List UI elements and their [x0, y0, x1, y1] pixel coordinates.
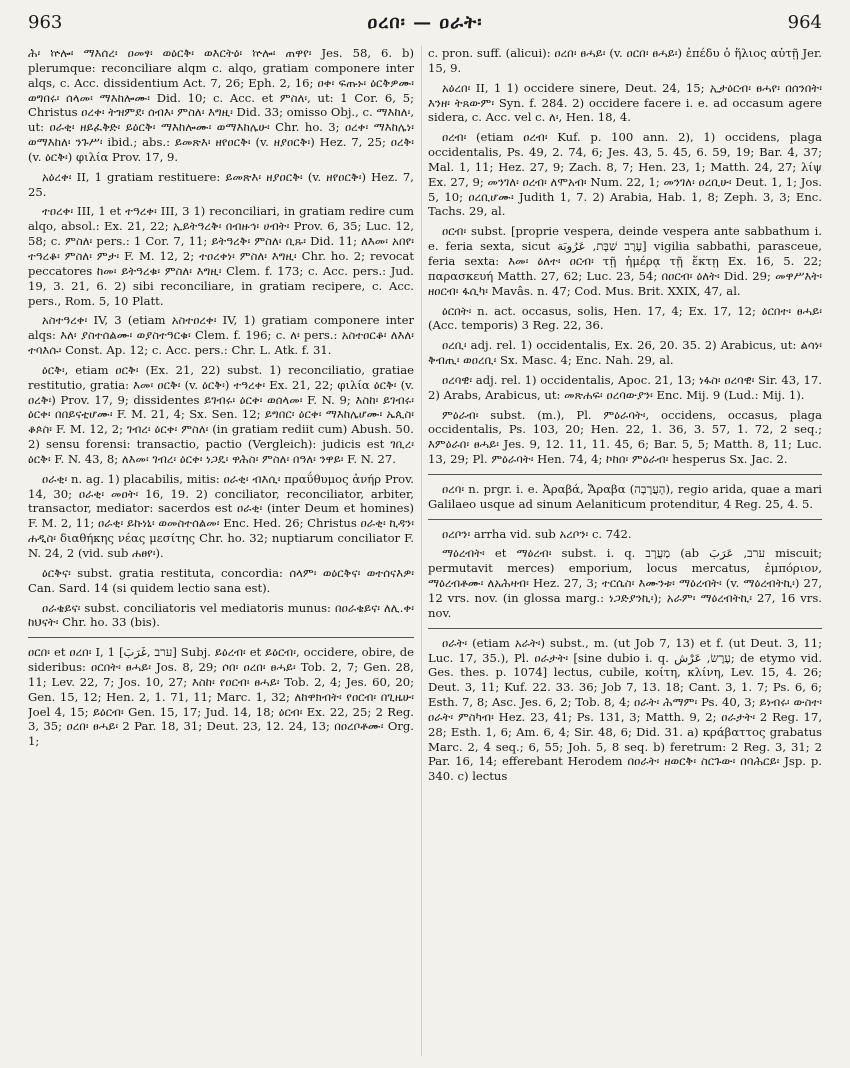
dictionary-entry: ዐረቢ፡ adj. rel. 1) occidentalis, Ex. 26, 20. 35. 2) Arabicus, ut: ልሳነ፡ ቅብጢ፡ ወዐረቢ፡ Sx. Masc. 4; Enc. Nah. 29, al. [428, 338, 822, 368]
dictionary-entry: ዐረብ፡ (etiam ዐረብ፡ Kuf. p. 100 ann. 2), 1) occidens, plaga occidentalis, Ps. 49, 2. 74, 6; Jes. 43, 5. 45, 6. 59, 19; Bar. 4, 37; Mal. 1, 11; Hez. 27, 9; Zach. 8, 7; Hen. 23, 1; Matth. 24, 27; λίψ Ex. 27, 9; መንገለ፡ ዐረብ፡ ለሞአብ፡ Num. 22, 1; መንገለ፡ ዐረቢሁ፡ Deut. 1, 1; Jos. 5, 10; ዐረቢሆሙ፡ Judith 1, 7. 2) Arabia, Hab. 1, 8; Zeph. 3, 3; Enc. Tachs. 29, al. [428, 130, 822, 219]
dictionary-entry: ሕ፡ ኵሎ፡ ማእሰረ፡ ዐመፃ፡ ወዕርቅ፡ ወእርትዕ፡ ኵሎ፡ ጠዋየ፡ Jes. 58, 6. b) plerumque: reconciliare alqm c. alqo, gratiam componere inter alqs, c. Acc. dissidentium Act. 7, 26; Eph. 2, 16; ዐቀ፡ ፍጡኑ፡ ዕርቅዎሙ፡ ወግበሩ፡ ሰላመ፡ ማእከሎሙ፡ Did. 10; c. Acc. et ምስለ፡, ut: 1 Cor. 6, 5; Christus ዐረቀ፡ ትዝምደ፡ ሰብእ፡ ምስለ፡ እግዚ፡ Did. 33; omisso Obj., c. ማእከለ፡, ut: ዐራቂ፡ ዘይፈቅድ፡ ይዕርቅ፡ ማእከሎሙ፡ ወማእከሌሁ፡ Chr. ho. 3; ዐረቀ፡ ማእከሌነ፡ ወማእከለ፡ ንጉሥ፡ ibid.; abs.: ይመጽእ፡ ዘየዐርቅ፡ (v. ዘያዐርቅ፡) Hez. 7, 25; ዐረቅ፡ (v. ዕርቅ፡) φιλία Prov. 17, 9. [28, 46, 414, 164]
dictionary-entry: ዕርቅ፡, etiam ዐርቅ፡ (Ex. 21, 22) subst. 1) reconciliatio, gratiae restitutio, gratia: እመ፡ ዐርቅ፡ (v. ዕርቅ፡) ተዓረቀ፡ Ex. 21, 22; φιλία ዕርቅ፡ (v. ዐረቅ፡) Prov. 17, 9; dissidentes ይገብሩ፡ ዕርቀ፡ ወሰላመ፡ F. N. 9; እስከ፡ ይገብሩ፡ ዕርቀ፡ በበይናቲሆሙ፡ F. M. 21, 4; Sx. Sen. 12; ይግበር፡ ዕርቀ፡ ማእከሌሆሙ፡ ኤጲስ፡ ቆጶስ፡ F. M. 12, 2; ገብረ፡ ዕርቀ፡ ምስለ፡ (in gratiam rediit cum) Abush. 50. 2) sensu forensi: transactio, pactio (Vergleich): judicis est ገቢረ፡ ዕርቅ፡ F. N. 43, 8; ለእመ፡ ገብረ፡ ዕርቀ፡ ነጋዴ፡ ዋሕስ፡ ምስለ፡ በዓለ፡ ንዋይ፡ F. N. 27. [28, 362, 414, 466]
dictionary-entry: ዐርብ፡ subst. [proprie vespera, deinde vespera ante sabbathum i. e. feria sexta, sicut עֶרֶב שַׁבָּת, عَرُوبَة] vigilia sabbathi, parasceue, feria sexta: እመ፡ ዕለተ፡ ዐርብ፡ τῇ ἡμέρᾳ τῇ ἕκτῃ Ex. 16, 5. 22; παρασκευή Matth. 27, 62; Luc. 23, 54; በዐርብ፡ ዕለት፡ Did. 29; መዋሥእት፡ ዘዐርብ፡ ፋሲካ፡ Mavâs. n. 47; Cod. Mus. Brit. XXIX, 47, al. [428, 224, 822, 298]
dictionary-entry: ዐርበ፡ et ዐረበ፡ I, 1 [ערב ,غَرَبَ] Subj. ይዕረብ፡ et ይዕርብ፡, occidere, obire, de sideribus: ዐርበት፡ ፀሓይ፡ Jos. 8, 29; ሶበ፡ ዐረበ፡ ፀሓይ፡ Tob. 2, 7; Gen. 28, 11; Lev. 22, 7; Jos. 10, 27; እስከ፡ የዐርብ፡ ፀሓይ፡ Tob. 2, 4; Jes. 60, 20; Gen. 15, 12; Hen. 2, 1. 71, 11; Marc. 1, 32; ለከዋክብት፡ የዐርብ፡ በጊዜሁ፡ Joel 4, 15; ይዕርብ፡ Gen. 15, 17; Jud. 14, 18; ዕርብ፡ Ex. 22, 25; 2 Reg. 3, 35; ዐረበ፡ ፀሓይ፡ 2 Par. 18, 31; Deut. 23, 12. 24, 13; በዐረቦቶሙ፡ Org. 1; [28, 645, 414, 749]
right-column [428, 46, 822, 1058]
dictionary-entry: ዐራት፡ (etiam አራት፡) subst., m. (ut Job 7, 13) et f. (ut Deut. 3, 11; Luc. 17, 35.), Pl. ዐራታት፡ [sine dubio i. q. עֶרֶשׂ, عَرْش; de etymo vid. Ges. thes. p. 1074] lectus, cubile, κοίτη, κλίνη, Lev. 15, 4. 26; Deut. 3, 11; Kuf. 22. 33. 36; Job 7, 13. 18; Cant. 3, 1. 7; Ps. 6, 6; Esth. 7, 8; Asc. Jes. 6, 2; Tob. 8, 4; ዐራት፡ ሕማም፡ Ps. 40, 3; ይነብሩ፡ ውስተ፡ ዐራት፡ ምስካብ፡ Hez. 23, 41; Ps. 131, 3; Matth. 9, 2; ዐራታት፡ 2 Reg. 17, 28; Esth. 1, 6; Am. 6, 4; Sir. 48, 6; Did. 31. a) κράβαττος grabatus Marc. 2, 4 seq.; 6, 55; Joh. 5, 8 seq. b) feretrum: 2 Reg. 3, 31; 2 Par. 16, 14; efferebant Herodem በዐራት፡ ዘወርቅ፡ ስርጉው፡ በባሕርይ፡ Jsp. p. 340. c) lectus [428, 635, 822, 784]
entry-separator [428, 628, 822, 629]
dictionary-entry: ዐረባ፡ n. prgr. i. e. Ἀραβά, Ἄραβα (הָעֲרָבָה), regio arida, quae a mari Galilaeo usque ad sinum Aelaniticum protenditur, 4 Reg. 25, 4. 5. [428, 481, 822, 511]
dictionary-entry: ዕርቅና፡ subst. gratia restituta, concordia: ሰላም፡ ወዕርቅና፡ ወተሰናእዎ፡ Can. Sard. 14 (si quidem lectio sana est). [28, 565, 414, 595]
dictionary-entry: ዐራቂ፡ n. ag. 1) placabilis, mitis: ዐራቂ፡ ብእሲ፡ πραΰθυμος ἀνήρ Prov. 14, 30; ዐራቂ፡ መዐት፡ 16, 19. 2) conciliator, reconciliator, arbiter, transactor, mediator: sacerdos est ዐራቂ፡ (inter Deum et homines) F. M. 2, 11; ዐራቂ፡ ይኩነኒ፡ ወመስተሰልመ፡ Enc. Hed. 26; Christus ዐራቂ፡ ኪዳን፡ ሐዲስ፡ διαθήκης νέας μεσίτης Chr. ho. 32; nuptiarum conciliator F. N. 24, 2 (vid. sub ሐፀየ፡). [28, 471, 414, 560]
dictionary-entry: አስተዓረቀ፡ IV, 3 (etiam አስተዐረቀ፡ IV, 1) gratiam componere inter alqs: እለ፡ ያስተሰልሙ፡ ወያስተዓርቁ፡ Clem. f. 196; c. ለ፡ pers.: አስተዐርቆ፡ ለእለ፡ ተባእሱ፡ Const. Ap. 12; c. Acc. pers.: Chr. L. Atk. f. 31. [28, 313, 414, 358]
entry-separator [428, 519, 822, 520]
left-column [28, 46, 414, 1058]
entry-separator [28, 637, 414, 638]
entry-separator [428, 474, 822, 475]
dictionary-entry: ምዕራብ፡ subst. (m.), Pl. ምዕራባት፡, occidens, occasus, plaga occidentalis, Ps. 103, 20; Hen. 22, 1. 36, 3. 57, 1. 72, 2 seq.; እምዕራበ፡ ፀሓይ፡ Jes. 9, 12. 11, 11. 45, 6; Bar. 5, 5; Matth. 8, 11; Luc. 13, 29; Pl. ምዕራባት፡ Hen. 74, 4; ኮከበ፡ ምዕራብ፡ hesperus Sx. Jac. 2. [428, 407, 822, 467]
dictionary-entry: አዕረበ፡ II, 1 1) occidere sinere, Deut. 24, 15; ኢታዕርብ፡ ፀሓየ፡ በሰንበት፡ እንዘ፡ ትጸውም፡ Syn. f. 284. 2) occidere facere i. e. ad occasum agere sidera, c. Acc. vel c. ለ፡, Hen. 18, 4. [428, 80, 822, 125]
dictionary-entry: ዕርበት፡ n. act. occasus, solis, Hen. 17, 4; Ex. 17, 12; ዕርበተ፡ ፀሓይ፡ (Acc. temporis) 3 Reg. 22, 36. [428, 303, 822, 333]
dictionary-entry: አዕረቀ፡ II, 1 gratiam restituere: ይመጽእ፡ ዘያዐርቅ፡ (v. ዘየዐርቅ፡) Hez. 7, 25. [28, 169, 414, 199]
dictionary-entry: ማዕረብት፡ et ማዕረብ፡ subst. i. q. מַעֲרָב (ab ערב, عَرَبَ miscuit; permutavit merces) emporium, locus mercatus, ἐμπόριον, ማዕረብቶሙ፡ ለአሕዛብ፡ Hez. 27, 3; ተርሴስ፡ እሙንቱ፡ ማዕረብት፡ (v. ማዕረብትኪ፡) 27, 12 vrs. nov. (in glossa marg.: ነጋድያንኪ፡); አራም፡ ማዕረብትኪ፡ 27, 16 vrs. nov. [428, 546, 822, 620]
page-header [28, 12, 822, 42]
running-head: ዐረበ፡ — ዐራት፡ [367, 12, 483, 33]
dictionary-entry: ዐረባዊ፡ adj. rel. 1) occidentalis, Apoc. 21, 13; ነፋስ፡ ዐረባዊ፡ Sir. 43, 17. 2) Arabs, Arabicus, ut: መጽሐፍ፡ ዐረባውያን፡ Enc. Mij. 9 (Lud.: Mij. 1). [428, 372, 822, 402]
column-divider [421, 46, 422, 1056]
dictionary-entry: c. pron. suff. (alicui): ዐረበ፡ ፀሓይ፡ (v. ዐርበ፡ ፀሓይ፡) ἐπέδυ ὁ ἥλιος αὐτῇ Jer. 15, 9. [428, 46, 822, 75]
dictionary-entry: ተዐረቀ፡ III, 1 et ተዓረቀ፡ III, 3 1) reconciliari, in gratiam redire cum alqo, absol.: Ex. 21, 22; ኢይትዓረቅ፡ በብዙኅ፡ ሀብት፡ Prov. 6, 35; Luc. 12, 58; c. ምስለ፡ pers.: 1 Cor. 7, 11; ይትዓረቅ፡ ምስለ፡ ቢጹ፡ Did. 11; ለእመ፡ አበየ፡ ተዓረቆ፡ ምስለ፡ ምታ፡ F. M. 12, 2; ተዐረቀነ፡ ምስለ፡ እግዚ፡ Chr. ho. 2; revocat peccatores ከመ፡ ይትዓረቁ፡ ምስለ፡ እግዚ፡ Clem. f. 173; c. Acc. pers.: Jud. 19, 3. 21, 6. 2) sibi reconciliare, in gratiam recipere, c. Acc. pers., Rom. 5, 10 Platt. [28, 204, 414, 308]
page-number-right: 964 [787, 12, 822, 33]
page-number-left: 963 [28, 12, 63, 33]
dictionary-entry: ዐራቄይና፡ subst. conciliatoris vel mediatoris munus: በዐራቄይና፡ ለሊ.ቀ፡ ከህናት፡ Chr. ho. 33 (bis). [28, 600, 414, 630]
dictionary-entry: ዐረቦን፡ arrha vid. sub አረቦን፡ c. 742. [442, 526, 632, 541]
